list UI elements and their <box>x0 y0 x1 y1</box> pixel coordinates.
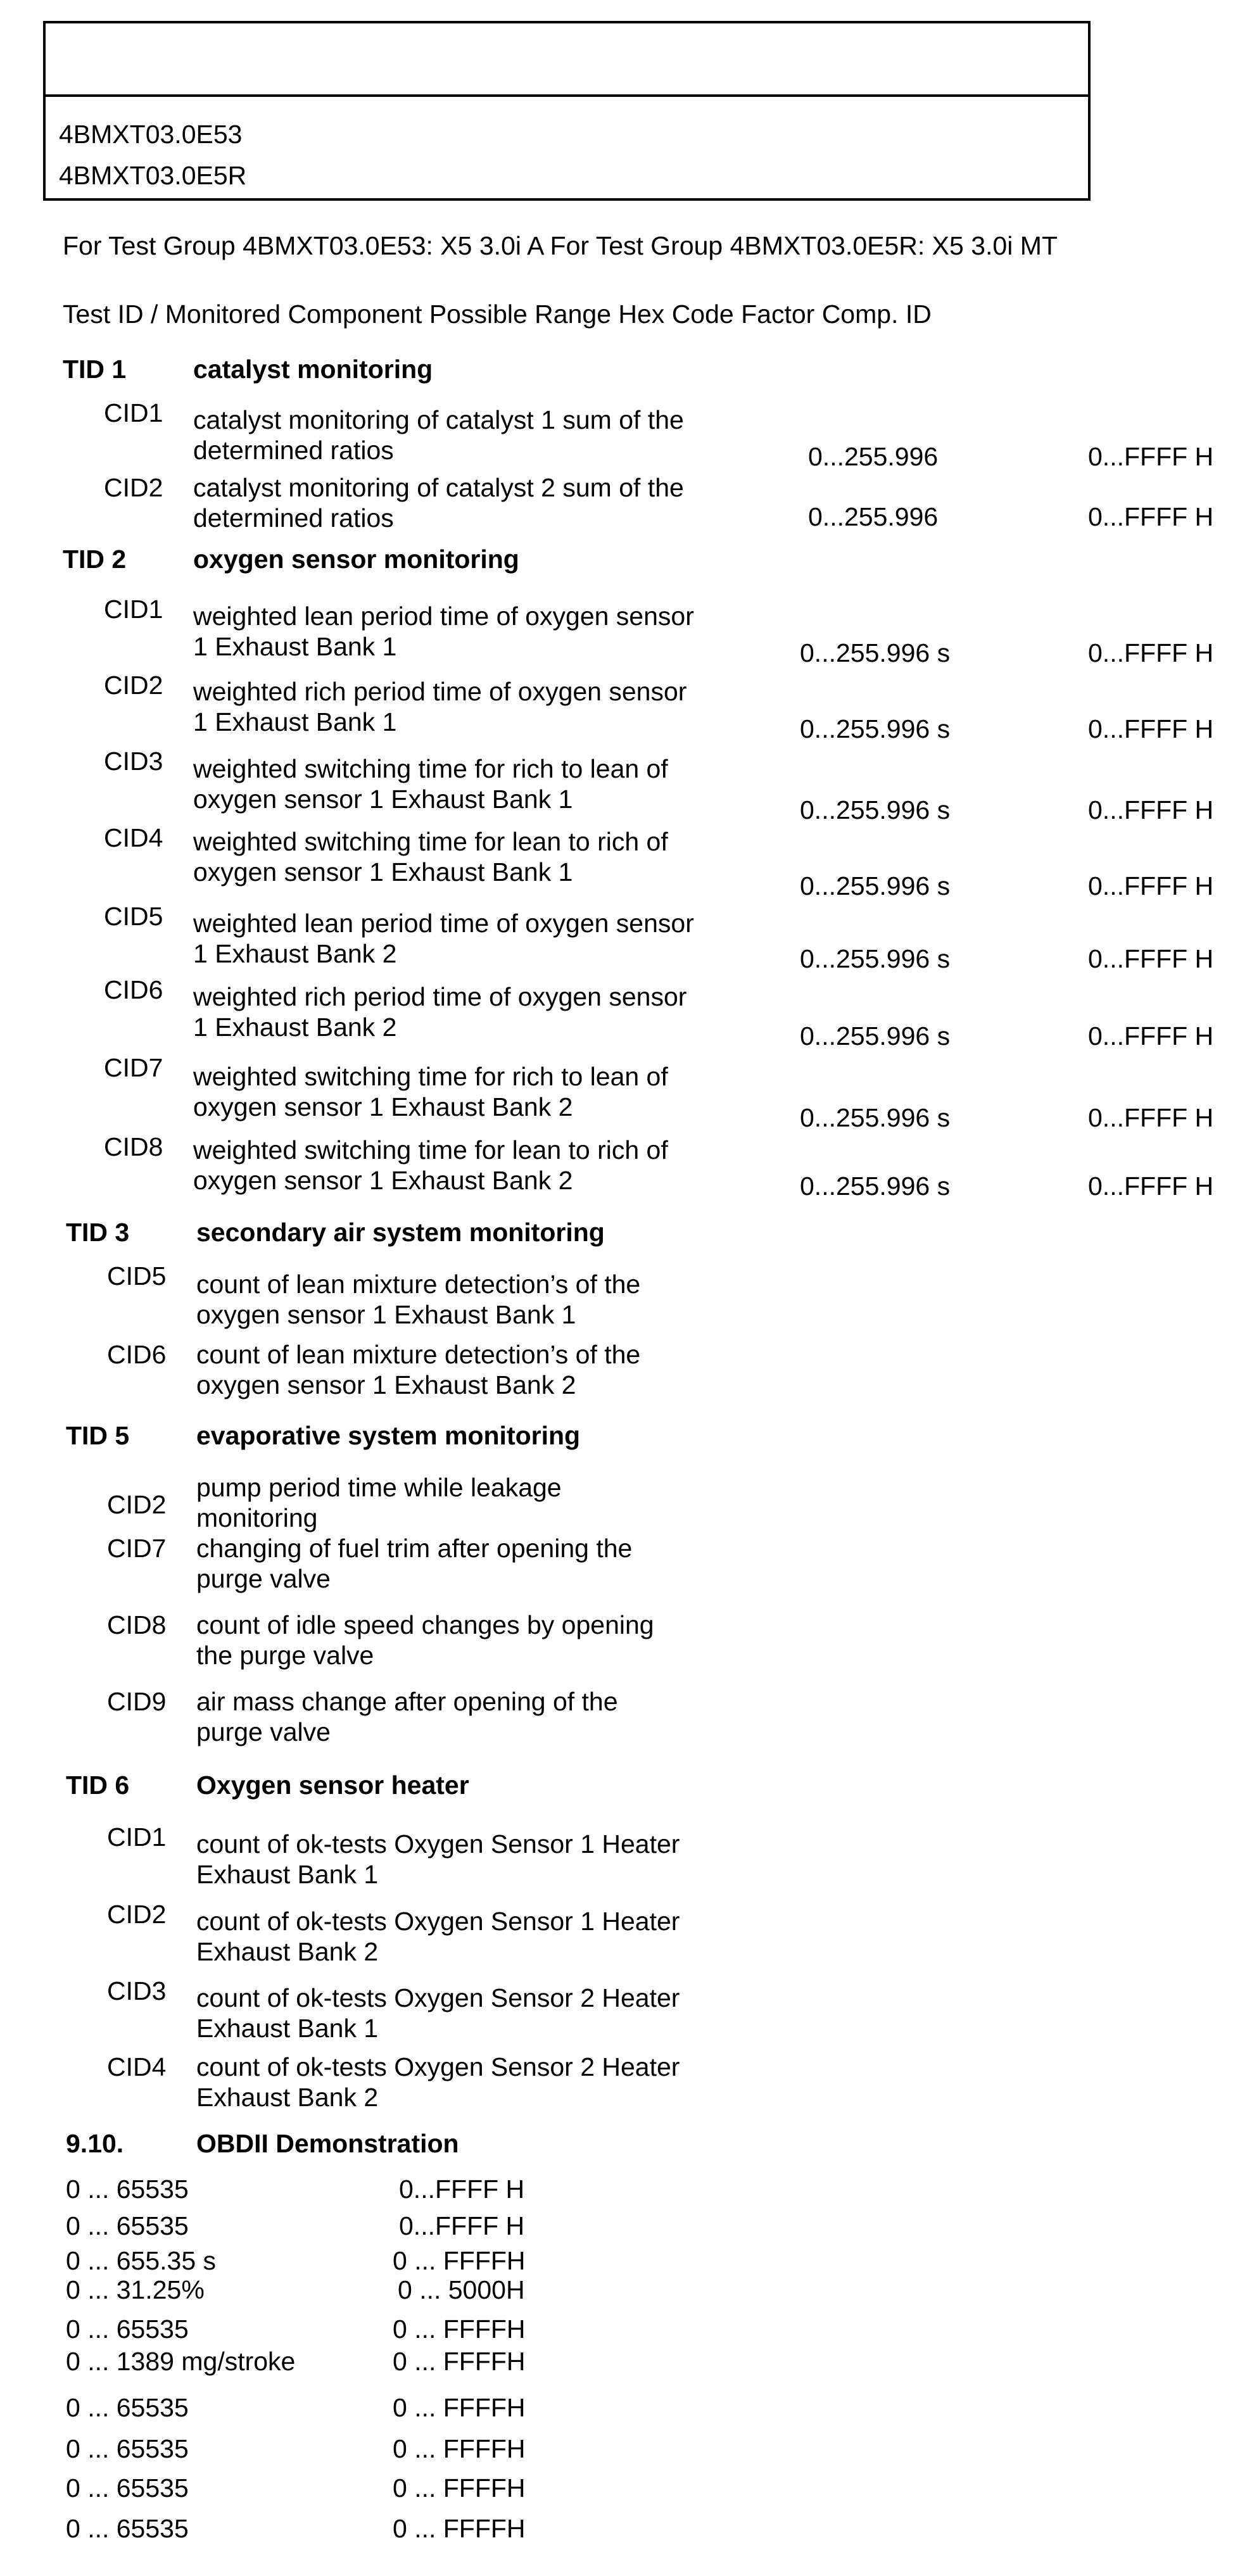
cid-description-line: determined ratios <box>193 436 394 465</box>
cid-description-line: weighted switching time for lean to rich of <box>193 1135 668 1165</box>
cid-description-line: changing of fuel trim after opening the <box>196 1534 633 1563</box>
cid-description <box>193 601 694 662</box>
cid-label: CID1 <box>104 595 163 624</box>
possible-range: 0...255.996 s <box>800 714 951 743</box>
section-title: OBDII Demonstration <box>196 2129 459 2158</box>
tid-label: TID 5 <box>66 1421 130 1450</box>
section-number: 9.10. <box>66 2129 124 2158</box>
cid-description-line: oxygen sensor 1 Exhaust Bank 2 <box>193 1092 573 1121</box>
hex-value: 0 ... FFFFH <box>393 2473 526 2503</box>
cid-description <box>193 908 694 969</box>
possible-range: 0...255.996 s <box>800 795 951 824</box>
tid-label: TID 6 <box>66 1771 130 1800</box>
cid-description-line: catalyst monitoring of catalyst 2 sum of the <box>193 473 684 502</box>
cid-description-line: weighted rich period time of oxygen sensor <box>193 677 687 706</box>
cid-description <box>196 1472 562 1533</box>
cid-description <box>196 1906 680 1967</box>
cid-label: CID2 <box>107 1900 167 1929</box>
cid-label: CID1 <box>104 398 163 427</box>
possible-range: 0...255.996 s <box>800 1171 951 1201</box>
cid-description-line: monitoring <box>196 1503 318 1532</box>
range-value: 0 ... 65535 <box>66 2473 189 2503</box>
cid-label: CID4 <box>104 823 163 852</box>
cid-description-line: count of lean mixture detection’s of the <box>196 1340 641 1369</box>
column-header: Test ID / Monitored Component Possible Range Hex Code Factor Comp. ID <box>63 300 932 329</box>
hex-code: 0...FFFF H <box>1088 1103 1214 1132</box>
hex-code: 0...FFFF H <box>1088 1171 1214 1201</box>
cid-description-line: weighted switching time for rich to lean of <box>193 754 668 783</box>
cid-label: CID2 <box>104 671 163 700</box>
test-group-code-2: 4BMXT03.0E5R <box>59 161 247 190</box>
hex-value: 0 ... FFFFH <box>393 2246 526 2275</box>
cid-description-line: determined ratios <box>193 503 394 533</box>
cid-description-line: Exhaust Bank 2 <box>196 2083 379 2112</box>
cid-description <box>193 1061 668 1122</box>
cid-description-line: 1 Exhaust Bank 1 <box>193 707 397 736</box>
cid-label: CID7 <box>107 1534 167 1563</box>
cid-description-line: 1 Exhaust Bank 2 <box>193 1013 397 1042</box>
possible-range: 0...255.996 s <box>800 871 951 900</box>
cid-description-line: purge valve <box>196 1564 331 1593</box>
cid-description <box>196 1610 654 1670</box>
cid-description-line: catalyst monitoring of catalyst 1 sum of the <box>193 405 684 434</box>
hex-code: 0...FFFF H <box>1088 714 1214 743</box>
hex-code: 0...FFFF H <box>1088 502 1214 531</box>
cid-description-line: 1 Exhaust Bank 2 <box>193 939 397 968</box>
cid-description-line: 1 Exhaust Bank 1 <box>193 632 397 661</box>
cid-description-line: oxygen sensor 1 Exhaust Bank 2 <box>196 1370 576 1399</box>
range-value: 0 ... 655.35 s <box>66 2246 217 2275</box>
range-value: 0 ... 65535 <box>66 2211 189 2240</box>
tid-label: TID 1 <box>63 355 127 384</box>
cid-description-line: count of ok-tests Oxygen Sensor 2 Heater <box>196 2052 680 2081</box>
cid-description-line: air mass change after opening of the <box>196 1687 618 1716</box>
cid-description-line: oxygen sensor 1 Exhaust Bank 1 <box>193 785 573 814</box>
cid-description <box>193 826 668 887</box>
tid-title: oxygen sensor monitoring <box>193 545 519 574</box>
hex-value: 0 ... FFFFH <box>393 2393 526 2422</box>
range-value: 0 ... 65535 <box>66 2514 189 2543</box>
cid-description-line: count of idle speed changes by opening <box>196 1610 654 1639</box>
cid-description-line: count of ok-tests Oxygen Sensor 1 Heater <box>196 1907 680 1936</box>
cid-description-line: the purge valve <box>196 1641 374 1670</box>
cid-description-line: weighted lean period time of oxygen sensor <box>193 602 694 631</box>
possible-range: 0...255.996 s <box>800 1021 951 1051</box>
cid-description-line: oxygen sensor 1 Exhaust Bank 2 <box>193 1166 573 1195</box>
cid-description <box>193 982 686 1042</box>
cid-label: CID2 <box>107 1490 167 1519</box>
hex-code: 0...FFFF H <box>1088 871 1214 900</box>
tid-title: secondary air system monitoring <box>196 1218 605 1247</box>
possible-range: 0...255.996 s <box>800 944 951 973</box>
hex-code: 0...FFFF H <box>1088 944 1214 973</box>
cid-label: CID1 <box>107 1822 167 1852</box>
possible-range: 0...255.996 s <box>800 638 951 667</box>
cid-label: CID3 <box>104 747 163 776</box>
cid-description <box>193 754 668 814</box>
cid-description <box>196 1269 640 1330</box>
cid-description <box>196 1829 680 1890</box>
cid-description <box>193 676 686 737</box>
range-value: 0 ... 31.25% <box>66 2275 205 2304</box>
possible-range: 0...255.996 <box>808 442 939 471</box>
cid-description-line: pump period time while leakage <box>196 1473 562 1502</box>
tid-title: evaporative system monitoring <box>196 1421 581 1450</box>
hex-code: 0...FFFF H <box>1088 795 1214 824</box>
test-group-code-1: 4BMXT03.0E53 <box>59 120 243 149</box>
hex-value: 0 ... FFFFH <box>393 2314 526 2344</box>
hex-value: 0 ... FFFFH <box>393 2347 526 2376</box>
cid-description <box>196 1533 632 1594</box>
tid-label: TID 3 <box>66 1218 130 1247</box>
cid-label: CID9 <box>107 1687 167 1716</box>
hex-value: 0 ... FFFFH <box>393 2434 526 2463</box>
cid-description-line: count of ok-tests Oxygen Sensor 2 Heater <box>196 1983 680 2012</box>
range-value: 0 ... 65535 <box>66 2314 189 2344</box>
hex-value: 0...FFFF H <box>399 2175 525 2204</box>
cid-description <box>196 1686 618 1747</box>
cid-description-line: weighted lean period time of oxygen sensor <box>193 909 694 938</box>
cid-label: CID8 <box>107 1610 167 1639</box>
cid-label: CID6 <box>104 975 163 1004</box>
range-value: 0 ... 65535 <box>66 2175 189 2204</box>
cid-description-line: Exhaust Bank 1 <box>196 1860 379 1889</box>
test-group-box <box>43 21 1091 201</box>
cid-description-line: weighted switching time for rich to lean of <box>193 1062 668 1091</box>
hex-code: 0...FFFF H <box>1088 442 1214 471</box>
hex-value: 0...FFFF H <box>399 2211 525 2240</box>
tid-title: Oxygen sensor heater <box>196 1771 469 1800</box>
cid-label: CID2 <box>104 473 163 502</box>
cid-description-line: oxygen sensor 1 Exhaust Bank 1 <box>196 1300 576 1329</box>
cid-label: CID3 <box>107 1976 167 2005</box>
cid-label: CID6 <box>107 1340 167 1369</box>
hex-value: 0 ... FFFFH <box>393 2514 526 2543</box>
cid-description <box>196 1339 640 1400</box>
cid-description-line: Exhaust Bank 2 <box>196 1937 379 1966</box>
cid-description <box>196 1983 680 2043</box>
cid-description-line: purge valve <box>196 1717 331 1746</box>
cid-label: CID7 <box>104 1053 163 1082</box>
cid-description <box>193 1135 668 1196</box>
possible-range: 0...255.996 s <box>800 1103 951 1132</box>
tid-label: TID 2 <box>63 545 127 574</box>
tid-title: catalyst monitoring <box>193 355 433 384</box>
cid-description-line: count of lean mixture detection’s of the <box>196 1270 641 1299</box>
box-divider <box>46 94 1088 97</box>
possible-range: 0...255.996 <box>808 502 939 531</box>
cid-description-line: weighted switching time for lean to rich of <box>193 827 668 856</box>
cid-label: CID5 <box>104 902 163 931</box>
cid-description <box>193 405 684 465</box>
cid-description-line: weighted rich period time of oxygen sensor <box>193 982 687 1011</box>
cid-label: CID4 <box>107 2052 167 2081</box>
test-group-line: For Test Group 4BMXT03.0E53: X5 3.0i A For Test Group 4BMXT03.0E5R: X5 3.0i MT <box>63 231 1058 260</box>
cid-description-line: oxygen sensor 1 Exhaust Bank 1 <box>193 857 573 887</box>
cid-description <box>196 2052 680 2112</box>
range-value: 0 ... 65535 <box>66 2393 189 2422</box>
range-value: 0 ... 65535 <box>66 2434 189 2463</box>
cid-description-line: Exhaust Bank 1 <box>196 2014 379 2043</box>
range-value: 0 ... 1389 mg/stroke <box>66 2347 296 2376</box>
hex-code: 0...FFFF H <box>1088 1021 1214 1051</box>
cid-description-line: count of ok-tests Oxygen Sensor 1 Heater <box>196 1829 680 1859</box>
hex-code: 0...FFFF H <box>1088 638 1214 667</box>
hex-value: 0 ... 5000H <box>398 2275 525 2304</box>
cid-label: CID5 <box>107 1261 167 1291</box>
cid-label: CID8 <box>104 1132 163 1161</box>
cid-description <box>193 472 684 533</box>
